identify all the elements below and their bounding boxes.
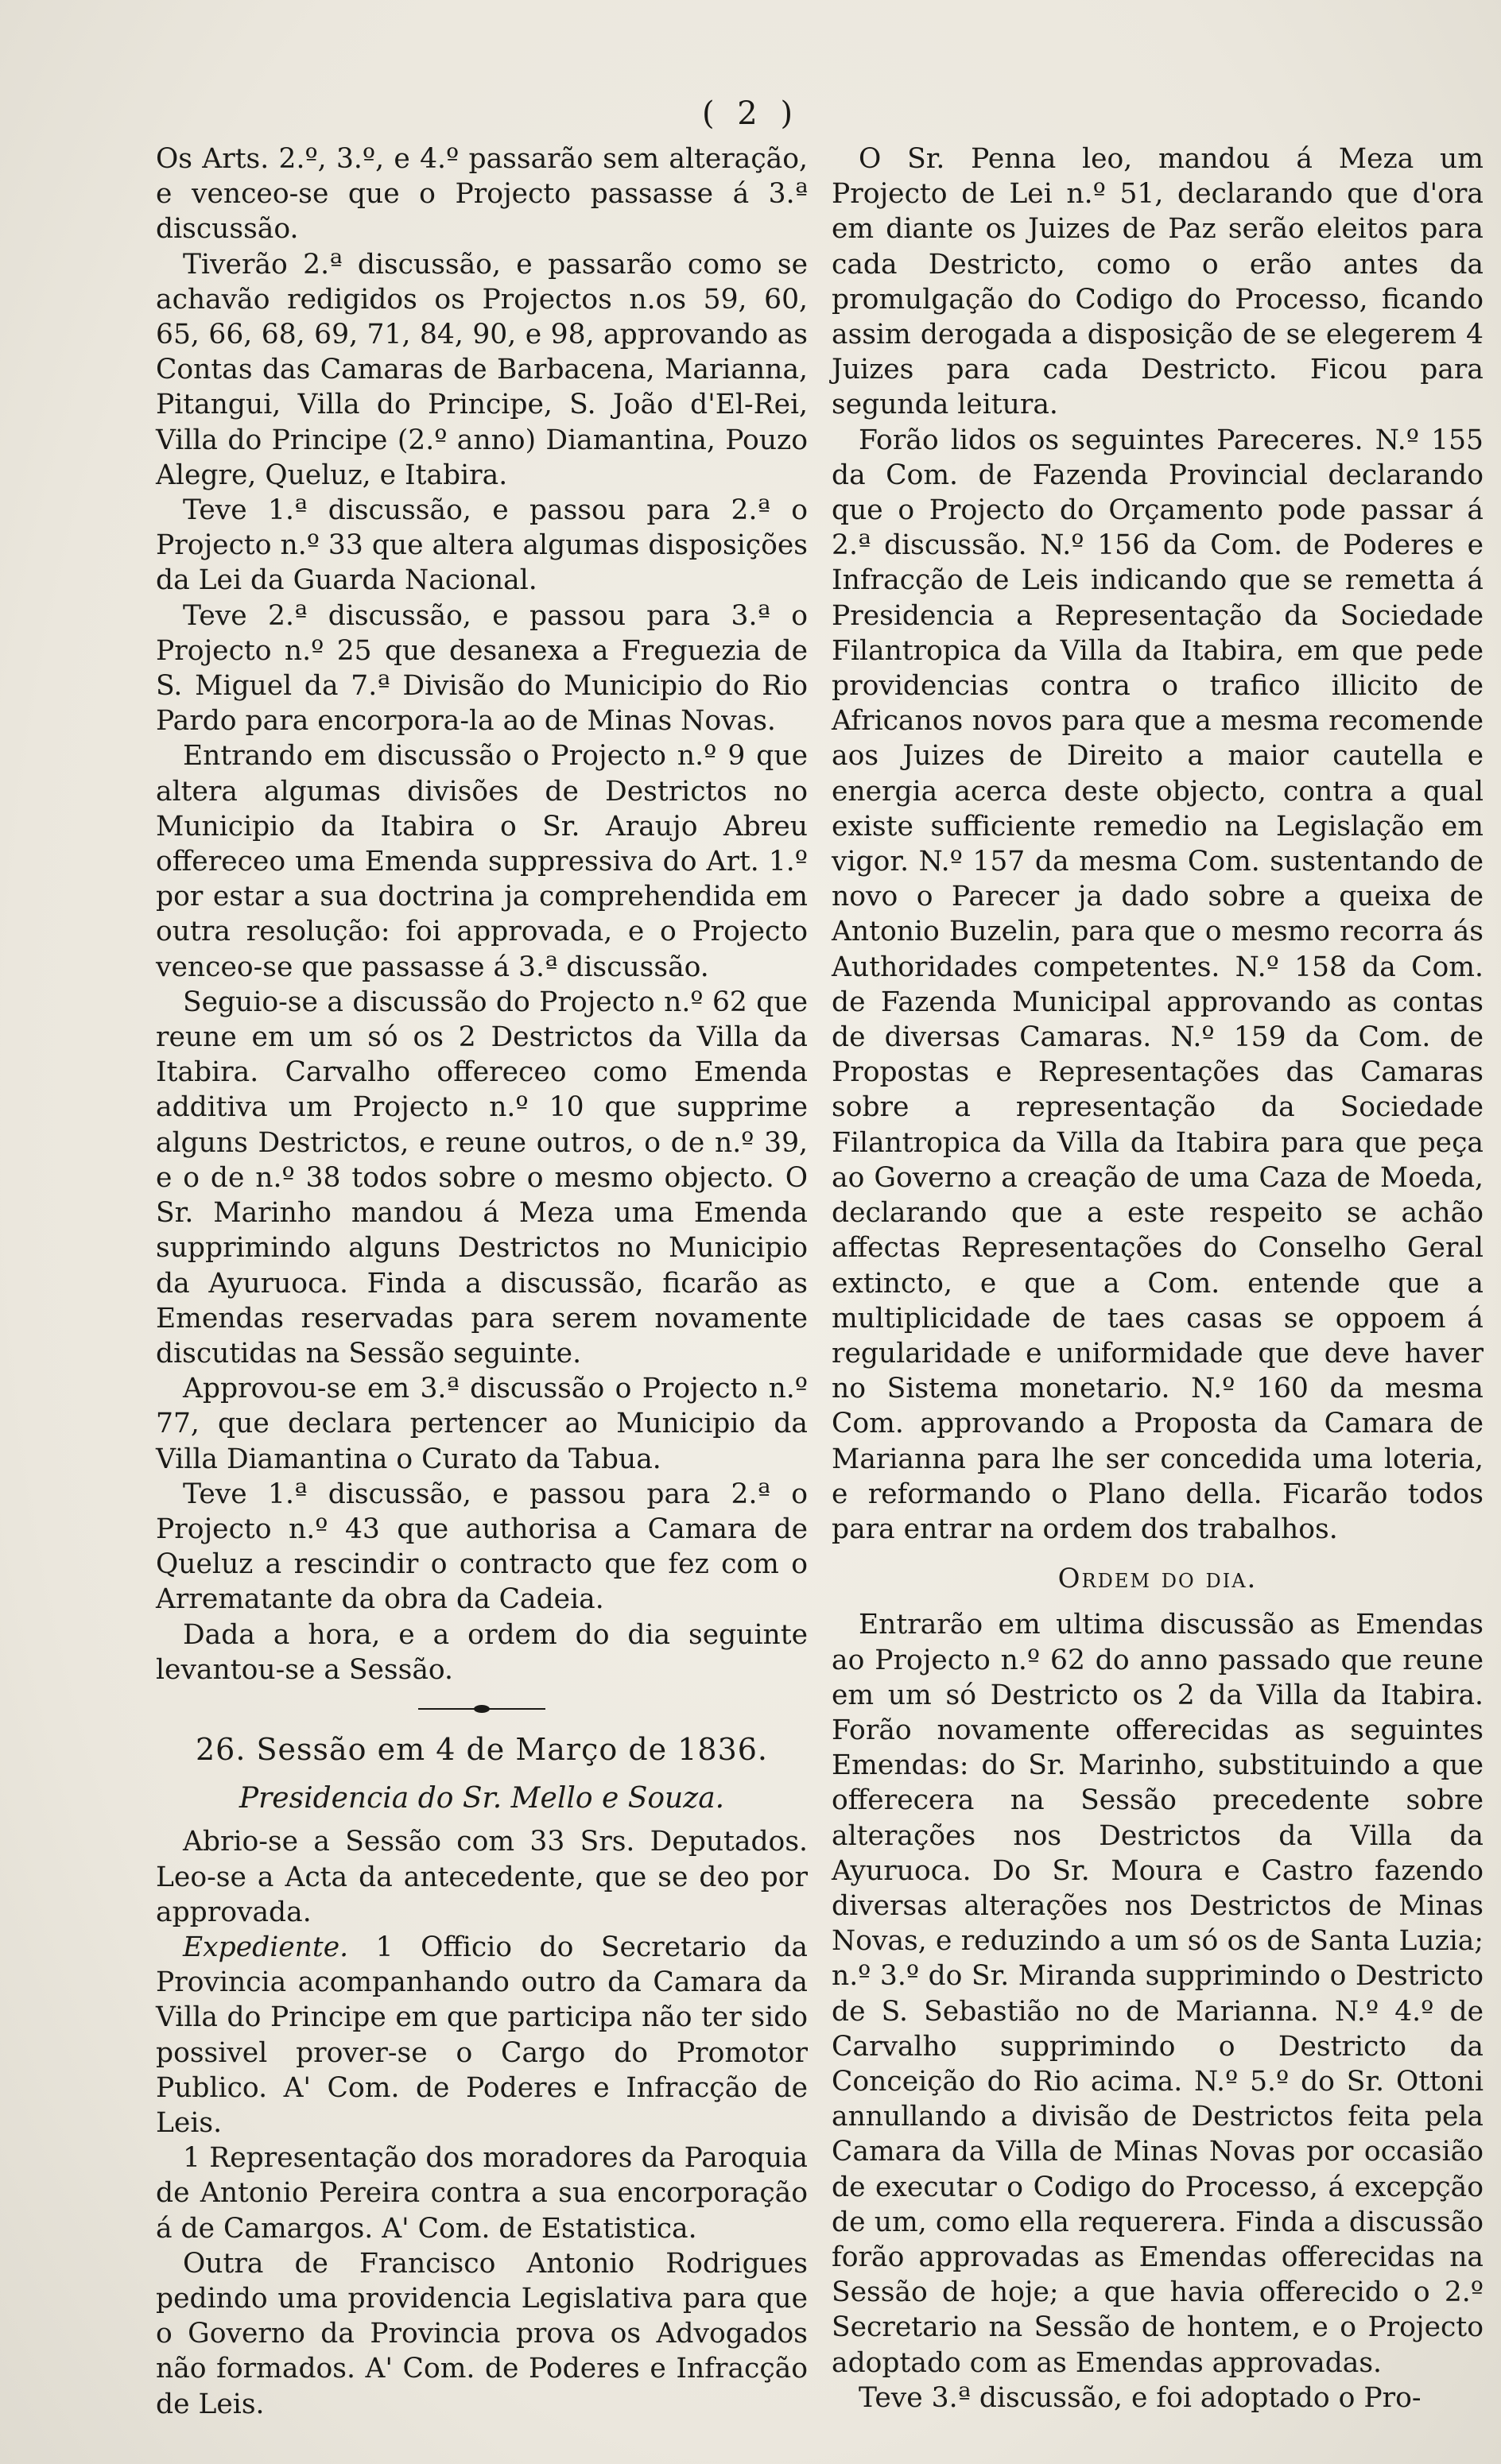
paragraph: Entrando em discussão o Projecto n.º 9 que altera algumas divisões de Destrictos no Municipio da Itabira o Sr. Araujo Abreu offereceo uma Emenda suppressiva do Art. 1.º por estar a sua doctrina ja comprehendida em outra resolução: foi approvada, e o Projecto venceo-se que passasse á 3.ª discussão. (156, 740, 808, 983)
section-divider-ornament (418, 1705, 545, 1713)
paragraph: Seguio-se a discussão do Projecto n.º 62 que reune em um só os 2 Destrictos da Villa da Itabira. Carvalho offereceo como Emenda additiva um Projecto n.º 10 que supprime alguns Destrictos, e reune outros, o de n.º 39, e o de n.º 38 todos sobre o mesmo objecto. O Sr. Marinho mandou á Meza uma Emenda supprimindo alguns Destrictos no Municipio da Ayuruoca. Finda a discussão, ficarão as Emendas reservadas para serem novamente discutidas na Sessão seguinte. (156, 986, 808, 1370)
paragraph: Teve 1.ª discussão, e passou para 2.ª o Projecto n.º 33 que altera algumas disposições da Lei da Guarda Nacional. (156, 494, 808, 597)
left-column (156, 141, 808, 2422)
paragraph: Approvou-se em 3.ª discussão o Projecto n.º 77, que declara pertencer ao Municipio da Villa Diamantina o Curato da Tabua. (156, 1373, 808, 1475)
paragraph-expediente (156, 1930, 808, 2141)
paragraph: Abrio-se a Sessão com 33 Srs. Deputados. Leo-se a Acta da antecedente, que se deo por approvada. (156, 1826, 808, 1928)
paragraph: Os Arts. 2.º, 3.º, e 4.º passarão sem alteração, e venceo-se que o Projecto passasse á 3.ª discussão. (156, 143, 808, 246)
paragraph: Teve 1.ª discussão, e passou para 2.ª o Projecto n.º 43 que authorisa a Camara de Queluz a rescindir o contracto que fez com o Arrematante da obra da Cadeia. (156, 1478, 808, 1616)
paragraph: Dada a hora, e a ordem do dia seguinte levantou-se a Sessão. (156, 1618, 808, 1686)
section-heading: Ordem do dia. (1057, 1563, 1258, 1595)
session-title: 26. Sessão em 4 de Março de 1836. (195, 1731, 769, 1767)
paragraph: Forão lidos os seguintes Pareceres. N.º 155 da Com. de Fazenda Provincial declarando que o Projecto do Orçamento pode passar á 2.ª discussão. N.º 156 da Com. de Poderes e Infracção de Leis indicando que se remetta á Presidencia a Representação da Sociedade Filantropica da Villa da Itabira, em que pede providencias contra o trafico illicito de Africanos novos para que a mesma recomende aos Juizes de Direito a maior cautella e energia acerca deste objecto, contra a qual existe sufficiente remedio na Legislação em vigor. N.º 157 da mesma Com. sustentando de novo o Parecer ja dado sobre a queixa de Antonio Buzelin, para que o mesmo recorra ás Authoridades competentes. N.º 158 da Com. de Fazenda Municipal approvando as contas de diversas Camaras. N.º 159 da Com. de Propostas e Representações das Camaras sobre a representação da Sociedade Filantropica da Villa da Itabira para que peça ao Governo a creação de uma Caza de Moeda, declarando que a este respeito se achão affectas Representações do Conselho Geral extincto, e que a Com. entende que a multiplicidade de taes casas se oppoem á regularidade e uniformidade que deve haver no Sistema monetario. N.º 160 da mesma Com. approvando a Proposta da Camara de Marianna para lhe ser concedida uma loteria, e reformando o Plano della. Ficarão todos para entrar na ordem dos trabalhos. (832, 424, 1484, 1545)
paragraph: Teve 2.ª discussão, e passou para 3.ª o Projecto n.º 25 que desanexa a Freguezia de S. Miguel da 7.ª Divisão do Municipio do Rio Pardo para encorpora-la ao de Minas Novas. (156, 599, 808, 738)
paragraph: O Sr. Penna leo, mandou á Meza um Projecto de Lei n.º 51, declarando que d'ora em diante os Juizes de Paz serão eleitos para cada Destricto, como o erão antes da promulgação do Codigo do Processo, ficando assim derogada a disposição de se elegerem 4 Juizes para cada Destricto. Ficou para segunda leitura. (832, 143, 1484, 421)
presidency-line: Presidencia do Sr. Mello e Souza. (239, 1782, 725, 1815)
paragraph: Tiverão 2.ª discussão, e passarão como se achavão redigidos os Projectos n.os 59, 60, 65, 66, 68, 69, 71, 84, 90, e 98, approvando as Contas das Camaras de Barbacena, Marianna, Pitangui, Villa do Principe, S. João d'El-Rei, Villa do Principe (2.º anno) Diamantina, Pouzo Alegre, Queluz, e Itabira. (156, 248, 808, 491)
paragraph: Entrarão em ultima discussão as Emendas ao Projecto n.º 62 do anno passado que reune em um só Destricto os 2 da Villa da Itabira. Forão novamente offerecidas as seguintes Emendas: do Sr. Marinho, substituindo a que offerecera na Sessão precedente sobre alterações nos Destrictos da Villa da Ayuruoca. Do Sr. Moura e Castro fazendo diversas alterações nos Destrictos de Minas Novas, e reduzindo a um só os de Santa Luzia; n.º 3.º do Sr. Miranda supprimindo o Destricto de S. Sebastião no de Marianna. N.º 4.º de Carvalho supprimindo o Destricto da Conceição do Rio acima. N.º 5.º do Sr. Ottoni annullando a divisão de Destrictos feita pela Camara da Villa de Minas Novas por occasião de executar o Codigo do Processo, á excepção de um, como ella requerera. Finda a discussão forão approvadas as Emendas offerecidas na Sessão de hoje; a que havia offerecido o 2.º Secretario na Sessão de hontem, e o Projecto adoptado com as Emendas approvadas. (832, 1609, 1484, 2379)
right-column (832, 141, 1484, 2416)
expediente-text: 1 Officio do Secretario da Provincia acompanhando outro da Camara da Villa do Principe em que participa não ter sido possivel prover-se o Cargo do Promotor Publico. A' Com. de Poderes e Infracção de Leis. (156, 1931, 808, 2139)
paragraph: Outra de Francisco Antonio Rodrigues pedindo uma providencia Legislativa para que o Governo da Provincia prova os Advogados não formados. A' Com. de Poderes e Infracção de Leis. (156, 2247, 808, 2420)
expediente-label: Expediente. (183, 1931, 349, 1963)
paragraph: Teve 3.ª discussão, e foi adoptado o Pro- (859, 2381, 1421, 2414)
page-number: ( 2 ) (701, 95, 800, 132)
paragraph: 1 Representação dos moradores da Paroquia de Antonio Pereira contra a sua encorporação á de Camargos. A' Com. de Estatistica. (156, 2142, 808, 2245)
